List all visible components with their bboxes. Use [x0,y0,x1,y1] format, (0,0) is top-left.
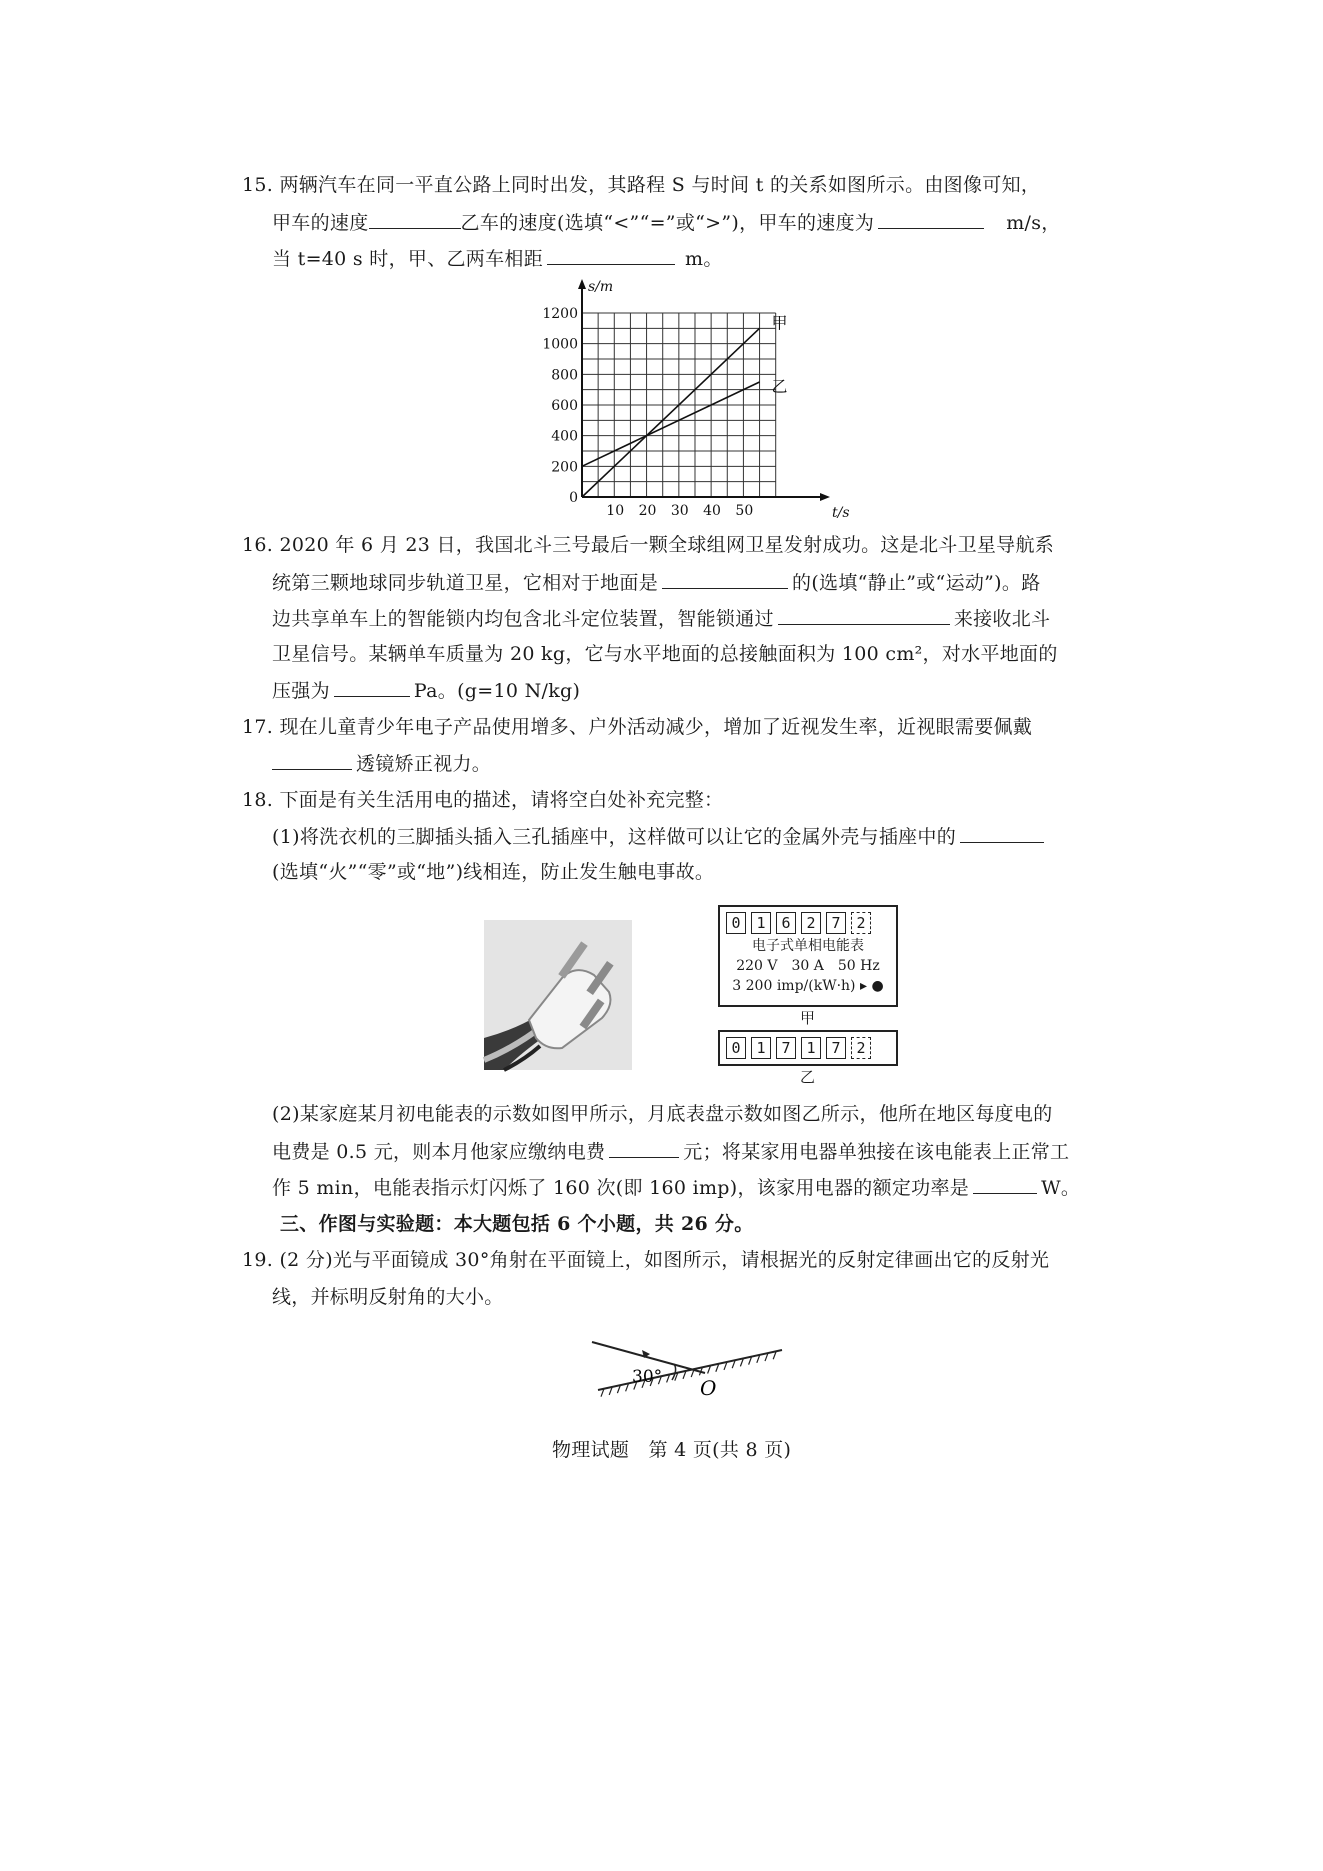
section-3-heading: 三、作图与实验题：本大题包括 6 个小题，共 26 分。 [280,1213,754,1235]
q16-text-a: 统第三颗地球同步轨道卫星，它相对于地面是 [272,572,659,594]
q15-text-e: m。 [685,248,723,270]
meter-jia-digit-1: 0 [726,912,746,934]
q18-line6 [272,1175,1080,1200]
point-o-label: O [700,1376,717,1400]
q16-line4: 卫星信号。某辆单车质量为 20 kg，它与水平地面的总接触面积为 100 cm²，对水平地面的 [272,643,1058,665]
meter-yi-digits [720,1032,896,1059]
three-pin-plug-image [484,920,632,1070]
meter-jia-digit-3: 6 [776,912,796,934]
q17-line1: 17. 现在儿童青少年电子产品使用增多、户外活动减少，增加了近视发生率，近视眼需要佩戴 [242,716,1033,738]
angle-arc [672,1364,676,1380]
q16-blank-state[interactable] [662,570,788,589]
plug-icon [484,920,632,1070]
meter-yi [718,1030,898,1066]
y-tick-label: 400 [551,428,578,445]
q18-text-e: W。 [1041,1177,1081,1199]
q15-line1: 15. 两辆汽车在同一平直公路上同时出发，其路程 S 与时间 t 的关系如图所示。由图像可知， [242,174,1041,196]
meter-yi-digit-2: 1 [751,1037,771,1059]
s-t-chart [540,275,850,525]
y-tick-label: 1000 [542,336,578,353]
q16-blank-wave[interactable] [778,606,950,625]
plane-mirror-diagram [590,1340,790,1400]
meter-yi-digit-1: 0 [726,1037,746,1059]
x-tick-label: 50 [735,503,754,519]
q16-blank-pressure[interactable] [334,678,410,697]
x-axis-arrow-icon [820,493,830,501]
x-axis-label: t/s [832,505,850,521]
x-tick-label: 30 [670,503,689,519]
meter-yi-digit-5: 7 [826,1037,846,1059]
q18-blank-fee[interactable] [609,1139,679,1158]
q15-blank-compare[interactable] [369,210,461,229]
meter-jia-title: 电子式单相电能表 [752,938,864,954]
meter-yi-digit-3: 7 [776,1037,796,1059]
q17-text: 透镜矫正视力。 [356,753,492,775]
y-tick-label: 1200 [542,306,578,322]
q18-line2 [272,824,1044,849]
q16-line3 [272,606,1050,631]
q18-text-b: 电费是 0.5 元，则本月他家应缴纳电费 [272,1141,606,1163]
indicator-lamp-icon: ▸ ● [859,978,884,994]
q15-line3 [272,246,723,271]
x-tick-label: 40 [703,503,721,519]
q18-blank-power[interactable] [973,1175,1037,1194]
origin-label: 0 [569,490,578,506]
mirror-hatching [601,1351,776,1396]
q15-text-a: 甲车的速度 [272,212,369,234]
meter-jia-imp: 3 200 imp/(kW·h) [732,978,856,994]
q18-line3: (选填“火”“零”或“地”)线相连，防止发生触电事故。 [272,861,715,883]
series-label-jia: 甲 [771,313,788,333]
q18-line1: 18. 下面是有关生活用电的描述，请将空白处补充完整： [242,789,724,811]
q16-line2 [272,570,1041,595]
y-axis-arrow-icon [578,279,586,289]
q15-blank-distance[interactable] [547,246,675,265]
meter-yi-caption: 乙 [800,1068,816,1086]
angle-label: 30° [632,1367,663,1387]
chart-ticks [542,279,849,521]
q19-line1: 19. (2 分)光与平面镜成 30°角射在平面镜上，如图所示，请根据光的反射定律画出它的反射光 [242,1249,1050,1271]
y-axis-label: s/m [588,279,614,295]
page-footer: 物理试题 第 4 页(共 8 页) [552,1439,792,1461]
q15-text-b: 乙车的速度(选填“<”“=”或“>”)，甲车的速度为 [460,212,875,234]
meter-jia-digit-2: 1 [751,912,771,934]
meter-yi-digit-decimal: 2 [851,1037,871,1059]
meter-jia-digits [720,907,896,936]
q17-line2 [272,751,491,776]
q16-line5 [272,678,580,703]
mirror-surface [598,1350,782,1390]
meter-jia-imp-row [720,976,896,996]
meter-jia-digit-decimal: 2 [851,912,871,934]
q15-text-d: 当 t=40 s 时，甲、乙两车相距 [272,248,544,270]
q16-line1: 16. 2020 年 6 月 23 日，我国北斗三号最后一颗全球组网卫星发射成功。这是北斗卫星导航系 [242,534,1055,556]
q18-text-d: 作 5 min，电能表指示灯闪烁了 160 次(即 160 imp)，该家用电器的额定功率是 [272,1177,970,1199]
y-tick-label: 200 [551,459,578,476]
y-tick-label: 800 [551,367,578,384]
q17-blank-lens[interactable] [272,751,352,770]
x-tick-label: 10 [606,503,625,519]
q18-blank-wire[interactable] [960,824,1044,843]
q16-text-b: 的(选填“静止”或“运动”)。路 [792,572,1041,594]
q15-line2 [272,210,1061,235]
series-label-yi: 乙 [771,377,788,396]
q18-line4: (2)某家庭某月初电能表的示数如图甲所示，月底表盘示数如图乙所示，他所在地区每度电的 [272,1103,1053,1125]
q19-line2: 线，并标明反射角的大小。 [272,1286,504,1308]
meter-jia-spec: 220 V 30 A 50 Hz [736,958,880,974]
meter-jia-caption: 甲 [800,1009,816,1027]
q15-blank-speed[interactable] [878,210,984,229]
meter-jia-digit-5: 7 [826,912,846,934]
q16-text-c: 边共享单车上的智能锁内均包含北斗定位装置，智能锁通过 [272,608,774,630]
meter-jia-digit-4: 2 [801,912,821,934]
q16-text-d: 来接收北斗 [953,608,1051,630]
series-line-yi [582,382,760,466]
q18-line5 [272,1139,1069,1164]
x-tick-label: 20 [638,503,657,519]
q16-text-e: 压强为 [272,680,330,702]
y-tick-label: 600 [551,398,578,414]
q18-text-c: 元；将某家用电器单独接在该电能表上正常工 [683,1141,1070,1163]
meter-jia [718,905,898,1007]
q16-text-f: Pa。(g=10 N/kg) [413,680,581,702]
series-line-jia [582,328,760,497]
meter-yi-digit-4: 1 [801,1037,821,1059]
q18-text-a: (1)将洗衣机的三脚插头插入三孔插座中，这样做可以让它的金属外壳与插座中的 [272,826,957,848]
q15-text-c: m/s， [1006,212,1061,234]
